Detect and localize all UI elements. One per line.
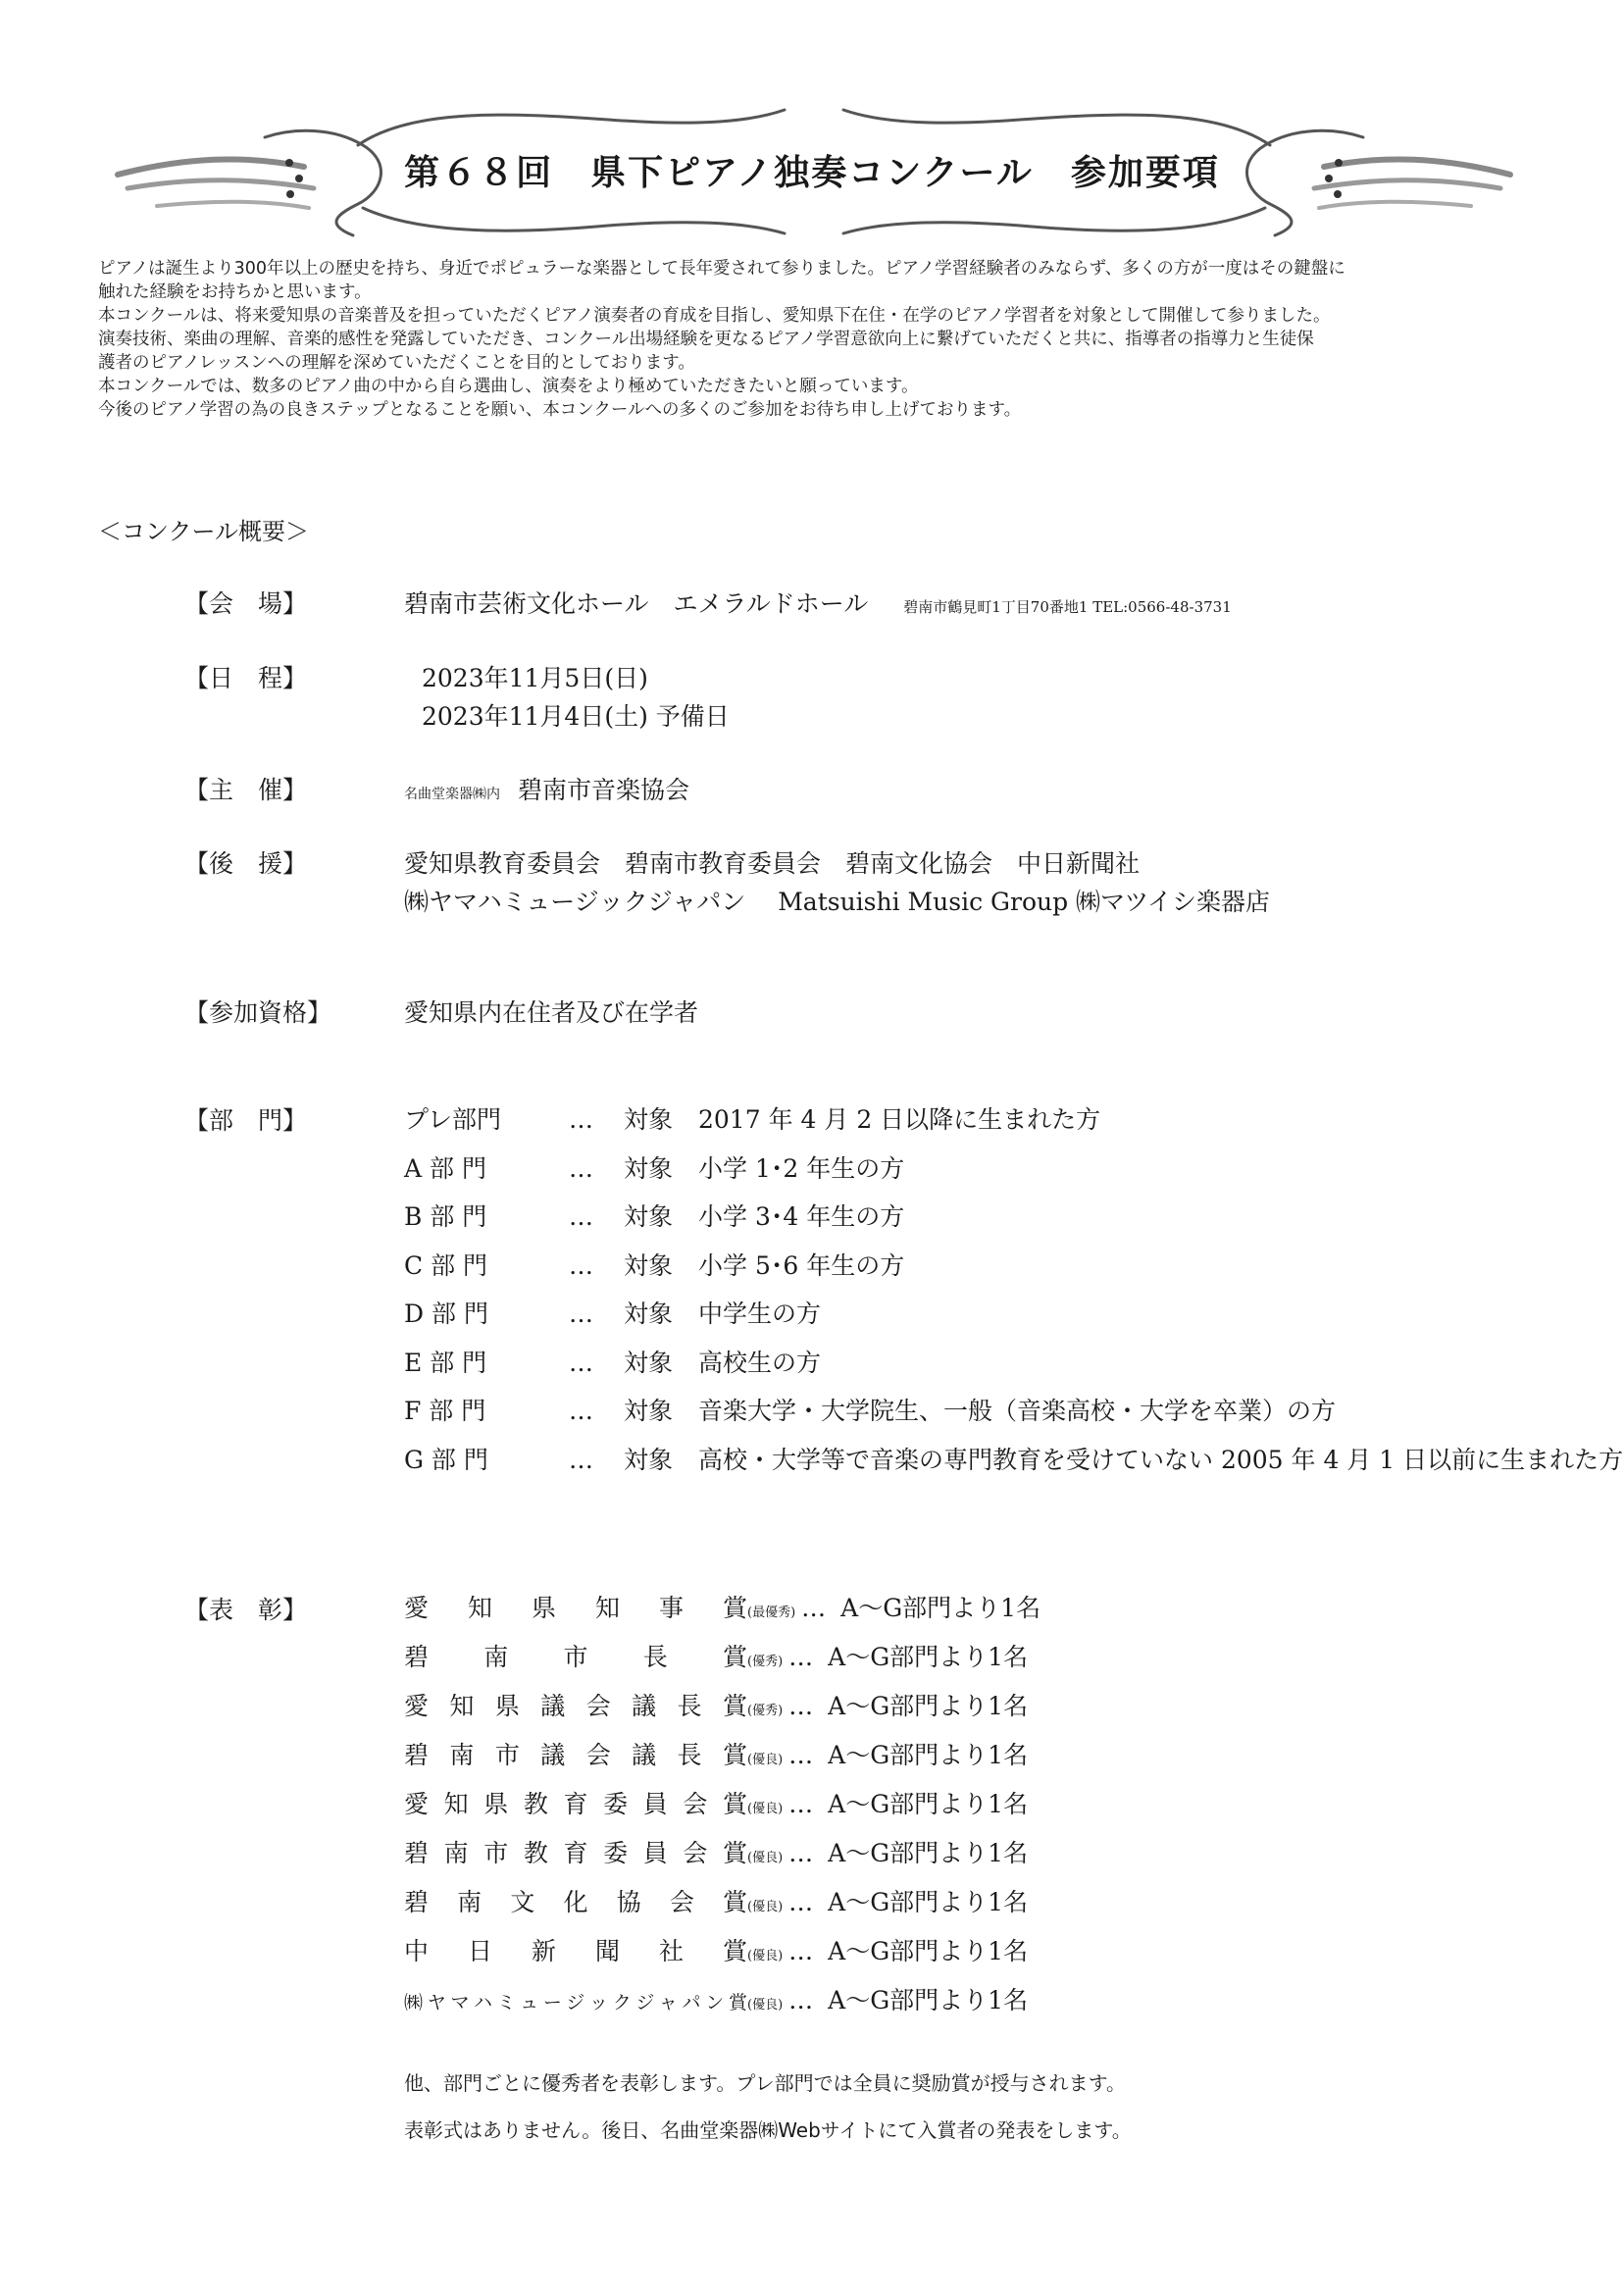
award-name: 碧南文化協会賞 (404, 1888, 747, 1916)
intro-line: 触れた経験をお持ちかと思います。 (98, 282, 372, 302)
schedule-label: 【日 程】 (184, 664, 308, 692)
award-name: 愛知県議会議長賞 (404, 1692, 747, 1720)
division-target: 高校生の方 (698, 1348, 822, 1377)
division-name: D 部 門 (404, 1300, 488, 1328)
division-ellipsis: … (569, 1397, 593, 1425)
organizer-sub: 名曲堂楽器㈱内 (404, 787, 500, 802)
organizer-name: 碧南市音楽協会 (518, 776, 690, 804)
award-rank: (優秀) (747, 1655, 784, 1669)
venue-label: 【会 場】 (184, 589, 308, 618)
award-item (404, 1736, 1028, 1771)
intro-line: 護者のピアノレッスンへの理解を深めていただくことを目的としております。 (98, 353, 695, 373)
intro-text (98, 257, 1530, 422)
division-name: B 部 門 (404, 1202, 487, 1231)
division-item (404, 1100, 1100, 1136)
division-target: 高校・大学等で音楽の専門教育を受けていない 2005 年 4 月 1 日以前に生まれた方 (698, 1445, 1624, 1474)
division-ellipsis: … (569, 1348, 593, 1377)
support-line-2: ㈱ヤマハミュージックジャパン Matsuishi Music Group ㈱マツイシ楽器店 (404, 888, 1271, 916)
award-rank: (優良) (747, 1900, 784, 1914)
award-scope: A～G部門より1名 (828, 1986, 1029, 2014)
award-ellipsis: … (788, 1643, 814, 1671)
division-target-label: 対象 (624, 1202, 674, 1231)
division-ellipsis: … (569, 1153, 593, 1183)
division-item (404, 1247, 904, 1282)
award-rank: (優良) (747, 1998, 784, 2013)
award-scope: A～G部門より1名 (828, 1888, 1029, 1916)
award-name: 碧南市長賞 (404, 1643, 747, 1671)
division-target: 小学 1･2 年生の方 (698, 1153, 905, 1183)
division-target: 中学生の方 (698, 1300, 822, 1328)
awards-note-2: 表彰式はありません。後日、名曲堂楽器㈱Webサイトにて入賞者の発表をします。 (404, 2118, 1132, 2142)
division-name: A 部 門 (404, 1153, 486, 1183)
award-ellipsis: … (788, 1741, 814, 1769)
award-name: ㈱ヤマハミュージックジャパン賞 (404, 1992, 747, 2014)
division-ellipsis: … (569, 1445, 593, 1474)
award-item (404, 1932, 1028, 1967)
eligibility-value: 愛知県内在住者及び在学者 (404, 998, 699, 1027)
award-scope: A～G部門より1名 (828, 1692, 1029, 1720)
award-scope: A～G部門より1名 (828, 1741, 1029, 1769)
division-item (404, 1441, 1623, 1476)
award-item (404, 1785, 1028, 1820)
award-scope: A～G部門より1名 (828, 1937, 1029, 1965)
division-name: F 部 門 (404, 1397, 486, 1425)
award-ellipsis: … (788, 1839, 814, 1867)
division-name: プレ部門 (404, 1105, 502, 1134)
award-name: 愛知県教育委員会賞 (404, 1790, 747, 1818)
division-target: 音楽大学・大学院生、一般（音楽高校・大学を卒業）の方 (698, 1397, 1337, 1425)
intro-line: ピアノは誕生より300年以上の歴史を持ち、身近でポピュラーな楽器として長年愛されて参りました。ピアノ学習経験者のみならず、多くの方が一度はその鍵盤に (98, 259, 1345, 279)
division-item (404, 1295, 821, 1330)
award-ellipsis: … (788, 1692, 814, 1720)
award-name: 碧南市教育委員会賞 (404, 1839, 747, 1867)
award-name: 中日新聞社賞 (404, 1937, 747, 1965)
support-label: 【後 援】 (184, 849, 308, 878)
award-item (404, 1834, 1028, 1869)
award-item (404, 1883, 1028, 1918)
award-rank: (優良) (747, 1753, 784, 1767)
overview-heading: ＜コンクール概要＞ (98, 518, 310, 545)
award-item (404, 1638, 1028, 1673)
intro-line: 本コンクールでは、数多のピアノ曲の中から自ら選曲し、演奏をより極めていただきたいと願っています。 (98, 377, 919, 396)
award-rank: (最優秀) (747, 1606, 796, 1620)
division-ellipsis: … (569, 1202, 593, 1231)
division-ellipsis: … (569, 1105, 593, 1134)
division-target-label: 対象 (624, 1397, 674, 1425)
award-name: 愛知県知事賞 (404, 1594, 747, 1622)
award-item (404, 1589, 1040, 1624)
division-item (404, 1392, 1336, 1427)
award-ellipsis: … (788, 1937, 814, 1965)
intro-line: 本コンクールは、将来愛知県の音楽普及を担っていただくピアノ演奏者の育成を目指し、愛知県下在住・在学のピアノ学習者を対象として開催して参りました。 (98, 306, 1331, 326)
division-target-label: 対象 (624, 1300, 674, 1328)
division-target-label: 対象 (624, 1445, 674, 1474)
awards-label: 【表 彰】 (184, 1596, 308, 1624)
division-target: 小学 3･4 年生の方 (698, 1202, 905, 1231)
award-ellipsis: … (788, 1986, 814, 2014)
award-scope: A～G部門より1名 (828, 1790, 1029, 1818)
schedule-date-reserve: 2023年11月4日(土) 予備日 (422, 702, 730, 731)
division-name: G 部 門 (404, 1445, 488, 1474)
page-title: 第６８回 県下ピアノ独奏コンクール 参加要項 (404, 153, 1220, 193)
organizer-value (404, 771, 689, 806)
support-line-1: 愛知県教育委員会 碧南市教育委員会 碧南文化協会 中日新聞社 (404, 849, 1141, 878)
division-item (404, 1344, 821, 1379)
award-rank: (優秀) (747, 1704, 784, 1718)
award-rank: (優良) (747, 1802, 784, 1816)
division-target-label: 対象 (624, 1348, 674, 1377)
award-ellipsis: … (788, 1790, 814, 1818)
division-target: 小学 5･6 年生の方 (698, 1250, 905, 1280)
intro-line: 今後のピアノ学習の為の良きステップとなることを願い、本コンクールへの多くのご参加をお待ち申し上げております。 (98, 400, 1022, 420)
division-target-label: 対象 (624, 1105, 674, 1134)
award-scope: A～G部門より1名 (828, 1643, 1029, 1671)
awards-note-1: 他、部門ごとに優秀者を表彰します。プレ部門では全員に奨励賞が授与されます。 (404, 2071, 1126, 2095)
division-ellipsis: … (569, 1250, 593, 1280)
organizer-label: 【主 催】 (184, 776, 308, 804)
divisions-label: 【部 門】 (184, 1106, 308, 1135)
venue-value (404, 585, 1232, 620)
award-item (404, 1981, 1028, 2016)
eligibility-label: 【参加資格】 (184, 998, 332, 1027)
intro-line: 演奏技術、楽曲の理解、音楽的感性を発露していただき、コンクール出場経験を更なるピアノ学習意欲向上に繋げていただくと共に、指導者の指導力と生徒保 (98, 330, 1314, 349)
division-name: C 部 門 (404, 1250, 488, 1280)
award-item (404, 1687, 1028, 1722)
division-item (404, 1149, 904, 1185)
division-item (404, 1198, 904, 1233)
award-rank: (優良) (747, 1949, 784, 1963)
award-name: 碧南市議会議長賞 (404, 1741, 747, 1769)
division-target-label: 対象 (624, 1153, 674, 1183)
award-rank: (優良) (747, 1851, 784, 1865)
award-ellipsis: … (788, 1888, 814, 1916)
award-ellipsis: … (801, 1594, 827, 1622)
division-target-label: 対象 (624, 1250, 674, 1280)
award-scope: A～G部門より1名 (840, 1594, 1041, 1622)
award-scope: A～G部門より1名 (828, 1839, 1029, 1867)
venue-name: 碧南市芸術文化ホール エメラルドホール (404, 589, 869, 618)
venue-address: 碧南市鶴見町1丁目70番地1 TEL:0566-48-3731 (903, 598, 1232, 616)
division-target: 2017 年 4 月 2 日以降に生まれた方 (698, 1105, 1101, 1134)
schedule-date-main: 2023年11月5日(日) (422, 664, 648, 692)
division-name: E 部 門 (404, 1348, 487, 1377)
division-ellipsis: … (569, 1300, 593, 1328)
